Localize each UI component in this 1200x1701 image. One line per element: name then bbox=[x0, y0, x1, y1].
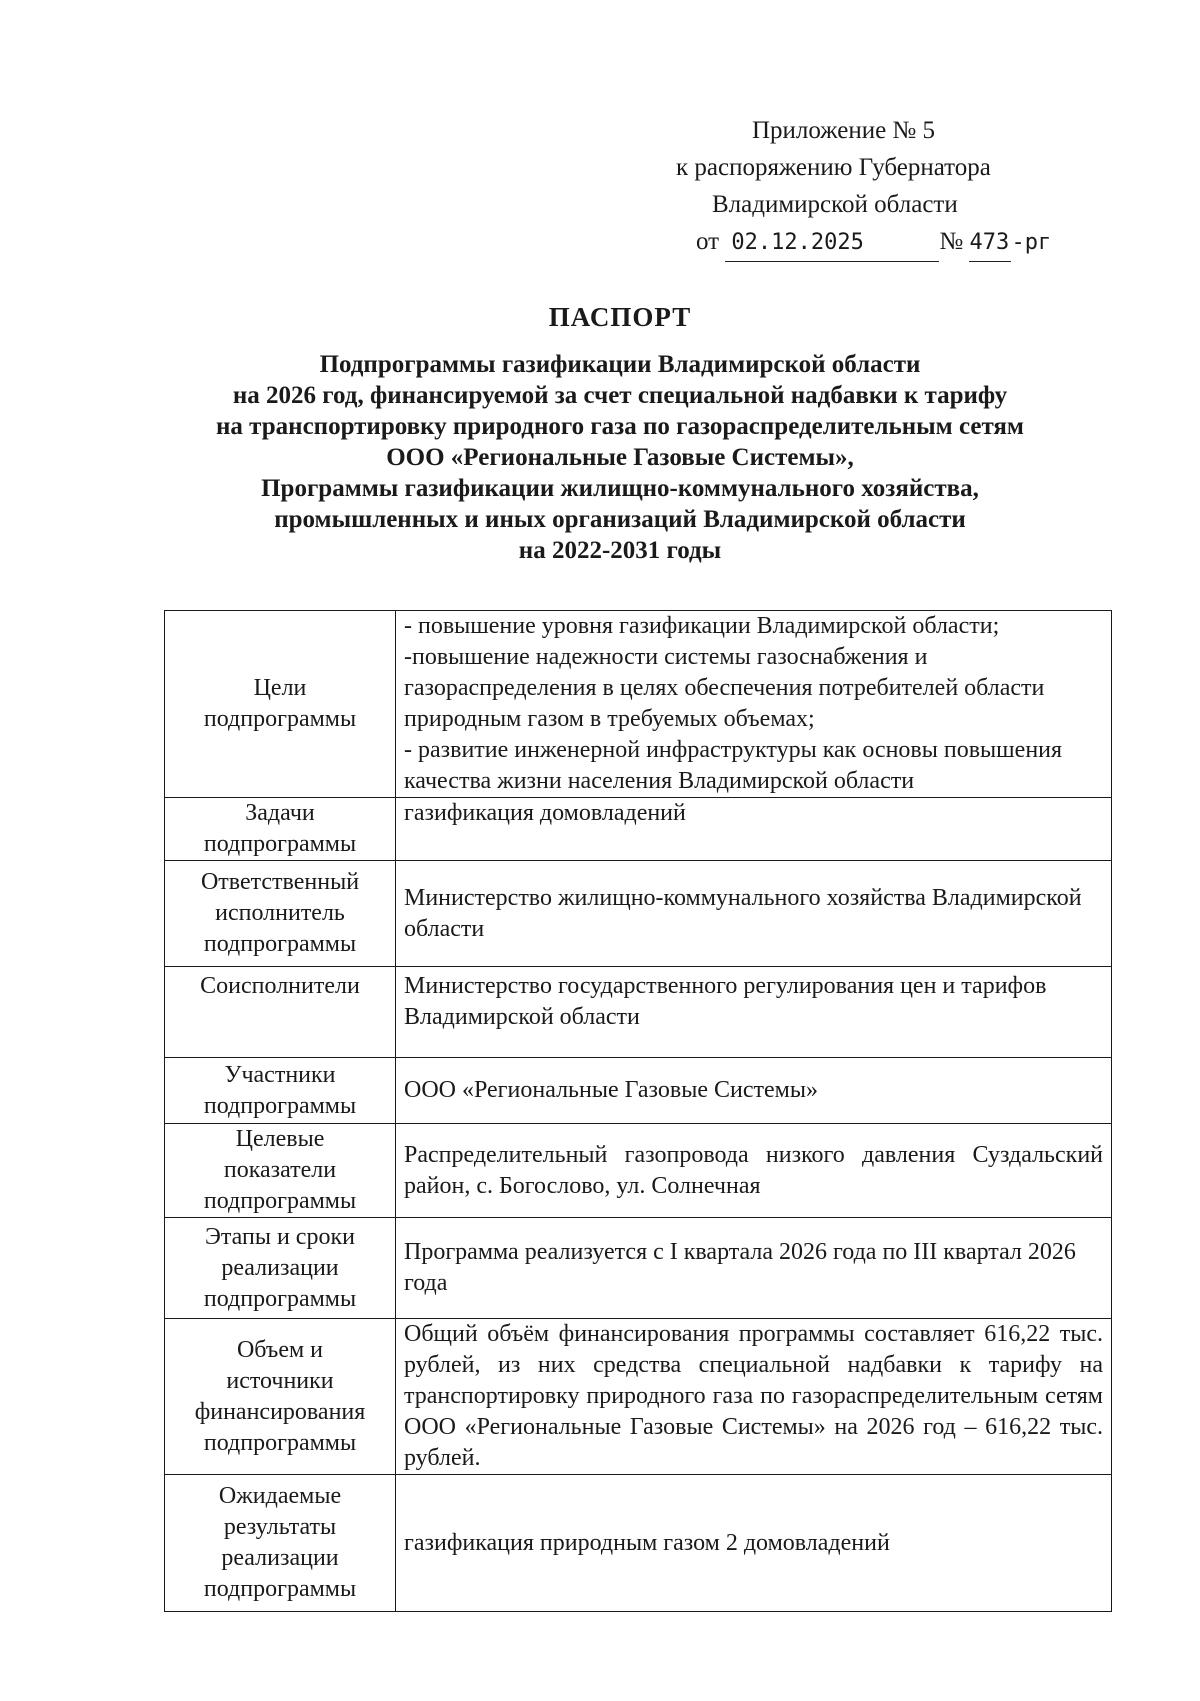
number-prefix: № bbox=[939, 228, 964, 255]
table-row bbox=[165, 861, 1112, 967]
label-line: подпрограммы bbox=[203, 931, 357, 957]
doc-type-heading: ПАСПОРТ bbox=[548, 302, 692, 332]
table-row bbox=[165, 967, 1112, 1058]
row-value bbox=[396, 1319, 1112, 1475]
appendix-header bbox=[640, 112, 1100, 262]
row-value bbox=[396, 1058, 1112, 1124]
label-line: подпрограммы bbox=[203, 1576, 357, 1602]
label-line: Участники bbox=[224, 1061, 336, 1088]
table-row bbox=[165, 611, 1112, 798]
passport-table bbox=[164, 610, 1112, 1612]
label-line: Целевые bbox=[235, 1126, 325, 1152]
row-value bbox=[396, 1475, 1112, 1612]
row-label bbox=[165, 1058, 396, 1124]
value-text: Программа реализуется с I квартала 2026 года по III квартал 2026 года bbox=[404, 1239, 1076, 1296]
row-label bbox=[165, 861, 396, 967]
value-text: газификация природным газом 2 домовладений bbox=[404, 1529, 890, 1556]
label-line: финансирования bbox=[194, 1398, 366, 1425]
label-line: показатели bbox=[223, 1157, 337, 1183]
label-line: Цели bbox=[253, 675, 307, 701]
label-line: Ожидаемые bbox=[218, 1483, 342, 1509]
date-prefix: от bbox=[696, 228, 720, 255]
label-line: источники bbox=[226, 1367, 334, 1394]
label-line: реализации bbox=[221, 1254, 339, 1281]
label-line: подпрограммы bbox=[203, 1092, 357, 1119]
goal-item: - развитие инженерной инфраструктуры как основы повышения качества жизни населения Владимирской области bbox=[404, 737, 1063, 794]
date-field: 02.12.2025 bbox=[725, 224, 939, 262]
row-label bbox=[165, 1319, 396, 1475]
row-label bbox=[165, 1124, 396, 1218]
label-line: Задачи bbox=[245, 800, 315, 826]
table-row bbox=[165, 1475, 1112, 1612]
number-suffix: -рг bbox=[1011, 230, 1052, 255]
row-label bbox=[165, 1475, 396, 1612]
row-label bbox=[165, 967, 396, 1058]
row-label bbox=[165, 611, 396, 798]
value-text: газификация домовладений bbox=[404, 800, 686, 826]
row-value bbox=[396, 861, 1112, 967]
title-line: промышленных и иных организаций Владимирской области bbox=[274, 506, 966, 533]
value-text: ООО «Региональные Газовые Системы» bbox=[404, 1077, 818, 1103]
label-line: Соисполнители bbox=[200, 973, 360, 999]
appendix-line-3: Владимирской области bbox=[712, 191, 958, 218]
label-line: Ответственный bbox=[200, 869, 360, 895]
row-label bbox=[165, 798, 396, 861]
number-field: 473 bbox=[969, 224, 1011, 262]
table-row bbox=[165, 1319, 1112, 1475]
value-text: Министерство государственного регулирования цен и тарифов Владимирской области bbox=[404, 973, 1047, 1030]
table-row bbox=[165, 798, 1112, 861]
row-value bbox=[396, 1218, 1112, 1319]
label-line: подпрограммы bbox=[203, 831, 357, 857]
title-line: на 2022-2031 годы bbox=[518, 537, 722, 564]
goal-item: -повышение надежности системы газоснабжения и газораспределения в целях обеспечения потребителей области природным газом в требуемых объемах; bbox=[404, 644, 1045, 732]
row-label bbox=[165, 1218, 396, 1319]
label-line: исполнитель bbox=[215, 900, 345, 926]
value-text: Распределительный газопровода низкого давления Суздальский район, с. Богослово, ул. Солнечная bbox=[404, 1141, 1103, 1199]
appendix-line-2: к распоряжению Губернатора bbox=[676, 154, 991, 181]
title-line: Подпрограммы газификации Владимирской области bbox=[319, 351, 921, 378]
table-row bbox=[165, 1124, 1112, 1218]
title-line: на 2026 год, финансируемой за счет специальной надбавки к тарифу bbox=[232, 382, 1008, 409]
value-text: Общий объём финансирования программы составляет 616,22 тыс. рублей, из них средства специальной надбавки к тарифу на транспортировку природного газа по газораспределительным сетям ООО «Региональные Газовые Системы» на 2026 год – 616,22 тыс. рублей. bbox=[404, 1321, 1103, 1471]
row-value bbox=[396, 611, 1112, 798]
appendix-line-1: Приложение № 5 bbox=[752, 117, 936, 144]
label-line: подпрограммы bbox=[203, 1285, 357, 1312]
table-row bbox=[165, 1058, 1112, 1124]
table-row bbox=[165, 1218, 1112, 1319]
label-line: подпрограммы bbox=[203, 1188, 357, 1214]
goal-item: - повышение уровня газификации Владимирской области; bbox=[404, 613, 1000, 639]
title-line: ООО «Региональные Газовые Системы», bbox=[386, 444, 854, 471]
label-line: Этапы и сроки bbox=[205, 1223, 355, 1250]
row-value bbox=[396, 798, 1112, 861]
label-line: подпрограммы bbox=[203, 706, 357, 732]
title-line: на транспортировку природного газа по газораспределительным сетям bbox=[216, 413, 1024, 440]
row-value bbox=[396, 967, 1112, 1058]
value-text: Министерство жилищно-коммунального хозяйства Владимирской области bbox=[404, 884, 1082, 942]
label-line: реализации bbox=[221, 1545, 339, 1571]
title-block bbox=[120, 302, 1120, 566]
label-line: Объем и bbox=[236, 1336, 324, 1363]
row-value bbox=[396, 1124, 1112, 1218]
label-line: подпрограммы bbox=[203, 1429, 357, 1456]
label-line: результаты bbox=[223, 1514, 337, 1540]
appendix-date-line bbox=[640, 223, 1100, 262]
title-line: Программы газификации жилищно-коммунального хозяйства, bbox=[261, 475, 979, 502]
